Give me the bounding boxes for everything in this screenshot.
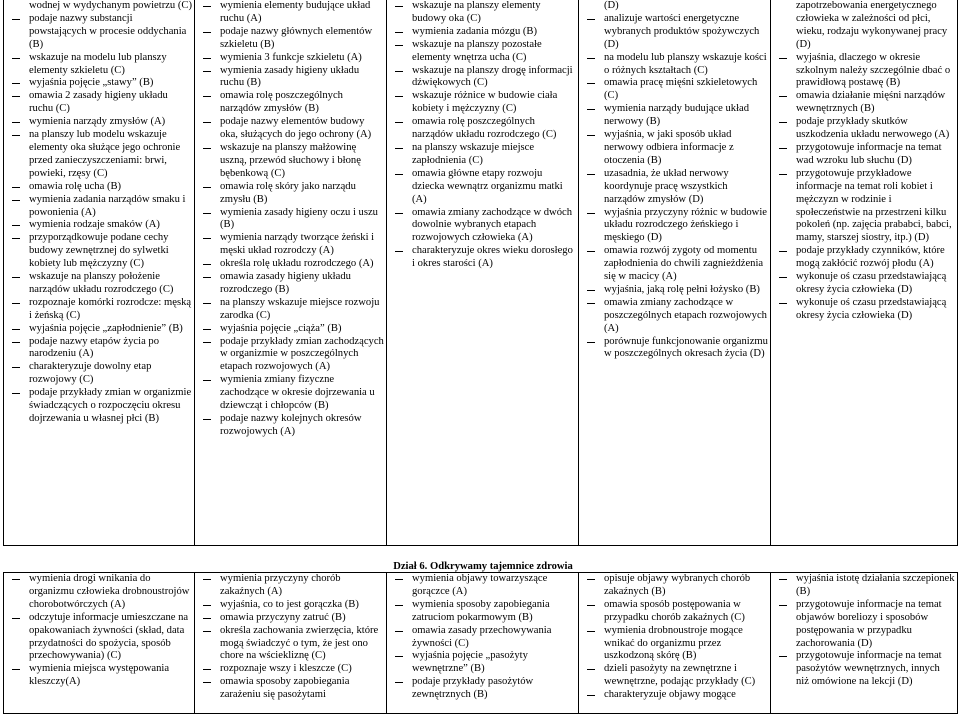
list-item: podaje nazwy substancji powstających w procesie oddychania (B) bbox=[4, 13, 194, 52]
bottom-col-3 bbox=[387, 573, 579, 714]
list-item: wskazuje na planszy pozostałe elementy wnętrza ucha (C) bbox=[387, 39, 578, 65]
list-item: wymienia 3 funkcje szkieletu (A) bbox=[195, 52, 386, 65]
list-item: wykonuje oś czasu przedstawiającą okresy życia człowieka (D) bbox=[771, 271, 957, 297]
list-item: wyjaśnia, dlaczego w okresie szkolnym należy szczególnie dbać o prawidłową postawę (B) bbox=[771, 52, 957, 91]
list-item-continued: wodnej w wydychanym powietrzu (C) bbox=[29, 0, 192, 11]
list-item: wyjaśnia pojęcie „ciąża” (B) bbox=[195, 323, 386, 336]
list-item: omawia zasady higieny układu rozrodczego (B) bbox=[195, 271, 386, 297]
list-item: na planszy wskazuje miejsce rozwoju zarodka (C) bbox=[195, 297, 386, 323]
list-item: wymienia przyczyny chorób zakaźnych (A) bbox=[195, 573, 386, 599]
list-item: wymienia zadania narządów smaku i powonienia (A) bbox=[4, 194, 194, 220]
list-item: omawia rolę poszczególnych narządów zmysłów (B) bbox=[195, 90, 386, 116]
list-item: charakteryzuje dowolny etap rozwojowy (C) bbox=[4, 361, 194, 387]
bottom-col-2 bbox=[195, 573, 387, 714]
list-item: wskazuje na planszy elementy budowy oka (C) bbox=[387, 0, 578, 26]
list-item: podaje nazwy głównych elementów szkieletu (B) bbox=[195, 26, 386, 52]
list-item: wskazuje na planszy małżowinę uszną, przewód słuchowy i błonę bębenkową (C) bbox=[195, 142, 386, 181]
list-item: omawia pracę mięśni szkieletowych (C) bbox=[579, 77, 770, 103]
list-item: wymienia zadania mózgu (B) bbox=[387, 26, 578, 39]
top-col-3 bbox=[387, 0, 579, 546]
list-item: uzasadnia, że układ nerwowy koordynuje pracę wszystkich narządów zmysłów (D) bbox=[579, 168, 770, 207]
list-item: podaje przykłady zmian w organizmie świadczących o rozpoczęciu okresu dojrzewania u własnej płci (B) bbox=[4, 387, 194, 426]
list-item: omawia działanie mięśni narządów wewnętrznych (B) bbox=[771, 90, 957, 116]
list-item: porównuje funkcjonowanie organizmu w poszczególnych okresach życia (D) bbox=[579, 336, 770, 362]
list-item: przygotowuje informacje na temat objawów boreliozy i sposobów postępowania w przypadku zachorowania (D) bbox=[771, 599, 957, 651]
list-item: omawia rozwój zygoty od momentu zapłodnienia do chwili zagnieżdżenia się w macicy (A) bbox=[579, 245, 770, 284]
list-item: wyjaśnia pojęcie „zapłodnienie” (B) bbox=[4, 323, 194, 336]
list-item: na planszy lub modelu wskazuje elementy oka służące jego ochronie przed zanieczyszczeniami: brwi, powieki, rzęsy (C) bbox=[4, 129, 194, 181]
list-item: omawia rolę poszczególnych narządów układu rozrodczego (C) bbox=[387, 116, 578, 142]
list-item-continued: (D) bbox=[604, 0, 619, 11]
list-item: przygotowuje informacje na temat wad wzroku lub słuchu (D) bbox=[771, 142, 957, 168]
list-item: wyjaśnia pojęcie „pasożyty wewnętrzne” (B) bbox=[387, 650, 578, 676]
list-item: przygotowuje przykładowe informacje na temat roli kobiet i mężczyzn w rodzinie i społeczeństwie na przestrzeni kilku pokoleń (np. zajęcia prababci, babci, mamy, starszej siostry, itp.) (D) bbox=[771, 168, 957, 245]
list-item: wymienia rodzaje smaków (A) bbox=[4, 219, 194, 232]
list-item: wyjaśnia, w jaki sposób układ nerwowy odbiera informacje z otoczenia (B) bbox=[579, 129, 770, 168]
list-item: wymienia narządy zmysłów (A) bbox=[4, 116, 194, 129]
list-item: wskazuje na modelu lub planszy elementy szkieletu (C) bbox=[4, 52, 194, 78]
list-item: wyjaśnia, co to jest gorączka (B) bbox=[195, 599, 386, 612]
list-item: podaje przykłady skutków uszkodzenia układu nerwowego (A) bbox=[771, 116, 957, 142]
list-item: wymienia miejsca występowania kleszczy(A) bbox=[4, 663, 194, 689]
list-item: określa rolę układu rozrodczego (A) bbox=[195, 258, 386, 271]
list-item: charakteryzuje objawy mogące bbox=[579, 689, 770, 702]
list-item: na modelu lub planszy wskazuje kości o różnych kształtach (C) bbox=[579, 52, 770, 78]
list-item: omawia przyczyny zatruć (B) bbox=[195, 612, 386, 625]
list-item: wyjaśnia, jaką rolę pełni łożysko (B) bbox=[579, 284, 770, 297]
list-item-continued: zapotrzebowania energetycznego człowieka w zależności od płci, wieku, rodzaju wykonywanej pracy (D) bbox=[796, 0, 948, 50]
list-item: podaje nazwy etapów życia po narodzeniu (A) bbox=[4, 336, 194, 362]
list-item: omawia rolę ucha (B) bbox=[4, 181, 194, 194]
list-item: podaje przykłady czynników, które mogą zakłócić rozwój płodu (A) bbox=[771, 245, 957, 271]
list-item: omawia zmiany zachodzące w poszczególnych etapach rozwojowych (A) bbox=[579, 297, 770, 336]
list-item: wymienia zmiany fizyczne zachodzące w okresie dojrzewania u dziewcząt i chłopców (B) bbox=[195, 374, 386, 413]
top-col-1 bbox=[4, 0, 195, 546]
list-item: określa zachowania zwierzęcia, które mogą świadczyć o tym, że jest ono chore na wściekliznę (C) bbox=[195, 625, 386, 664]
list-item: wymienia narządy budujące układ nerwowy (B) bbox=[579, 103, 770, 129]
list-item: omawia 2 zasady higieny układu ruchu (C) bbox=[4, 90, 194, 116]
list-item: opisuje objawy wybranych chorób zakaźnych (B) bbox=[579, 573, 770, 599]
top-col-2 bbox=[195, 0, 387, 546]
list-item: wyjaśnia przyczyny różnic w budowie układu rozrodczego żeńskiego i męskiego (D) bbox=[579, 207, 770, 246]
list-item: wskazuje różnice w budowie ciała kobiety i mężczyzny (C) bbox=[387, 90, 578, 116]
list-item: omawia sposób postępowania w przypadku chorób zakaźnych (C) bbox=[579, 599, 770, 625]
list-item: przyporządkowuje podane cechy budowy zewnętrznej do sylwetki kobiety lub mężczyzny (C) bbox=[4, 232, 194, 271]
top-col-4 bbox=[579, 0, 771, 546]
list-item: podaje przykłady pasożytów zewnętrznych (B) bbox=[387, 676, 578, 702]
list-item: wymienia objawy towarzyszące gorączce (A) bbox=[387, 573, 578, 599]
list-item: podaje nazwy elementów budowy oka, służących do jego ochrony (A) bbox=[195, 116, 386, 142]
list-item: omawia zasady przechowywania żywności (C) bbox=[387, 625, 578, 651]
top-col-5 bbox=[771, 0, 958, 546]
list-item: wymienia drobnoustroje mogące wnikać do organizmu przez uszkodzoną skórę (B) bbox=[579, 625, 770, 664]
list-item: wyjaśnia istotę działania szczepionek (B) bbox=[771, 573, 957, 599]
list-item: wskazuje na planszy drogę informacji dźwiękowych (C) bbox=[387, 65, 578, 91]
list-item: wymienia elementy budujące układ ruchu (A) bbox=[195, 0, 386, 26]
list-item: na planszy wskazuje miejsce zapłodnienia (C) bbox=[387, 142, 578, 168]
list-item: podaje przykłady zmian zachodzących w organizmie w poszczególnych etapach rozwojowych (A) bbox=[195, 336, 386, 375]
requirements-table-bottom bbox=[3, 572, 958, 714]
bottom-col-4 bbox=[579, 573, 771, 714]
list-item: rozpoznaje wszy i kleszcze (C) bbox=[195, 663, 386, 676]
list-item: charakteryzuje okres wieku dorosłego i okres starości (A) bbox=[387, 245, 578, 271]
list-item: wskazuje na planszy położenie narządów układu rozrodczego (C) bbox=[4, 271, 194, 297]
list-item: wymienia zasady higieny oczu i uszu (B) bbox=[195, 207, 386, 233]
list-item: przygotowuje informacje na temat pasożytów wewnętrznych, innych niż omówione na lekcji (D) bbox=[771, 650, 957, 689]
bottom-col-1 bbox=[4, 573, 195, 714]
list-item: odczytuje informacje umieszczane na opakowaniach żywności (skład, data przydatności do spożycia, sposób przechowywania) (C) bbox=[4, 612, 194, 664]
list-item: omawia zmiany zachodzące w dwóch dowolnie wybranych etapach rozwojowych człowieka (A) bbox=[387, 207, 578, 246]
list-item: analizuje wartości energetyczne wybranych produktów spożywczych (D) bbox=[579, 13, 770, 52]
list-item: rozpoznaje komórki rozrodcze: męską i żeńską (C) bbox=[4, 297, 194, 323]
list-item: dzieli pasożyty na zewnętrzne i wewnętrzne, podając przykłady (C) bbox=[579, 663, 770, 689]
section-title: Dział 6. Odkrywamy tajemnice zdrowia bbox=[393, 561, 573, 572]
list-item: omawia główne etapy rozwoju dziecka wewnątrz organizmu matki (A) bbox=[387, 168, 578, 207]
list-item: omawia sposoby zapobiegania zarażeniu się pasożytami bbox=[195, 676, 386, 702]
list-item: omawia rolę skóry jako narządu zmysłu (B) bbox=[195, 181, 386, 207]
list-item: wyjaśnia pojęcie „stawy” (B) bbox=[4, 77, 194, 90]
list-item: wymienia sposoby zapobiegania zatruciom pokarmowym (B) bbox=[387, 599, 578, 625]
list-item: wymienia narządy tworzące żeński i męski układ rozrodczy (A) bbox=[195, 232, 386, 258]
list-item: wymienia drogi wnikania do organizmu człowieka drobnoustrojów chorobotwórczych (A) bbox=[4, 573, 194, 612]
list-item: wymienia zasady higieny układu ruchu (B) bbox=[195, 65, 386, 91]
list-item: wykonuje oś czasu przedstawiającą okresy życia człowieka (D) bbox=[771, 297, 957, 323]
bottom-col-5 bbox=[771, 573, 958, 714]
list-item: podaje nazwy kolejnych okresów rozwojowych (A) bbox=[195, 413, 386, 439]
requirements-table-top bbox=[3, 0, 958, 546]
